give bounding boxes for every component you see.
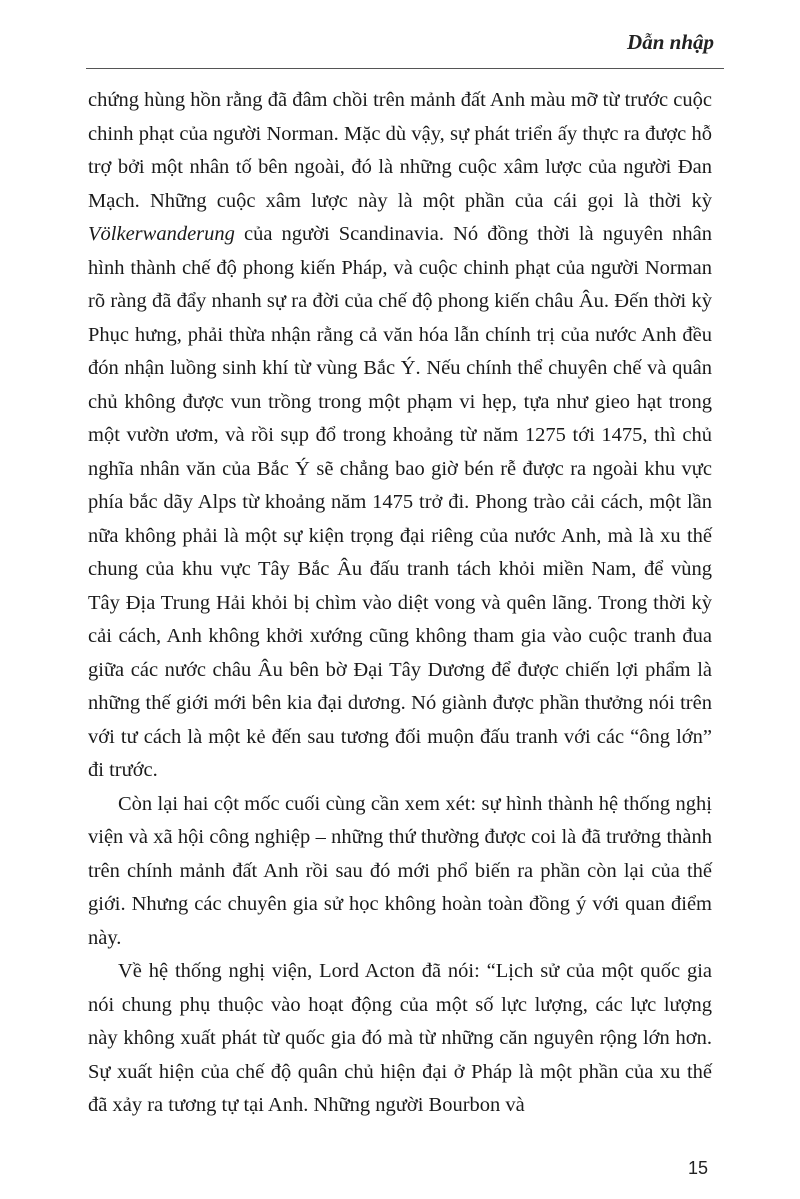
paragraph-2: Còn lại hai cột mốc cuối cùng cần xem xét: sự hình thành hệ thống nghị viện và xã hội công nghiệp – những thứ thường được coi là đã trưởng thành trên chính mảnh đất Anh rồi sau đó mới phổ biến ra phần còn lại của thế giới. Nhưng các chuyên gia sử học không hoàn toàn đồng ý với quan điểm này. [88,792,712,949]
paragraph-1-italic-term: Völkerwanderung [88,223,235,245]
paragraph-1 [88,84,712,788]
page-number: 15 [687,1158,708,1178]
header-rule [86,68,724,69]
paragraph-1-text-b: của người Scandinavia. Nó đồng thời là nguyên nhân hình thành chế độ phong kiến Pháp, và cuộc chinh phạt của người Norman rõ ràng đã đẩy nhanh sự ra đời của chế độ phong kiến châu Âu. Đến thời kỳ Phục hưng, phải thừa nhận rằng cả văn hóa lẫn chính trị của nước Anh đều đón nhận luồng sinh khí từ vùng Bắc Ý. Nếu chính thể chuyên chế và quân chủ không được vun trồng trong một phạm vi hẹp, tựa như gieo hạt trong một vườn ươm, và rồi sụp đổ trong khoảng từ năm 1275 tới 1475, thì chủ nghĩa nhân văn của Bắc Ý sẽ chẳng bao giờ bén rễ được ra ngoài khu vực phía bắc dãy Alps từ khoảng năm 1475 trở đi. Phong trào cải cách, một lần nữa không phải là một sự kiện trọng đại riêng của nước Anh, mà là xu thế chung của khu vực Tây Bắc Âu đấu tranh tách khỏi miền Nam, để vùng Tây Địa Trung Hải khỏi bị chìm vào diệt vong và quên lãng. Trong thời kỳ cải cách, Anh không khởi xướng cũng không tham gia vào cuộc tranh đua giữa các nước châu Âu bên bờ Đại Tây Dương để được chiến lợi phẩm là những thế giới mới bên kia đại dương. Nó giành được phần thưởng nói trên với tư cách là một kẻ đến sau tương đối muộn đấu tranh với các “ông lớn” đi trước. [88,223,712,781]
paragraph-3: Về hệ thống nghị viện, Lord Acton đã nói: “Lịch sử của một quốc gia nói chung phụ thuộc vào hoạt động của một số lực lượng, các lực lượng này không xuất phát từ quốc gia đó mà từ những căn nguyên rộng lớn hơn. Sự xuất hiện của chế độ quân chủ hiện đại ở Pháp là một phần của xu thế đã xảy ra tương tự tại Anh. Những người Bourbon và [88,960,712,1116]
page-body [88,84,712,1123]
paragraph-1-text-a: chứng hùng hồn rằng đã đâm chồi trên mảnh đất Anh màu mỡ từ trước cuộc chinh phạt của người Norman. Mặc dù vậy, sự phát triển ấy thực ra được hỗ trợ bởi một nhân tố bên ngoài, đó là những cuộc xâm lược của người Đan Mạch. Những cuộc xâm lược này là một phần của cái gọi là thời kỳ [88,89,712,212]
running-header-title: Dẫn nhập [627,30,714,54]
